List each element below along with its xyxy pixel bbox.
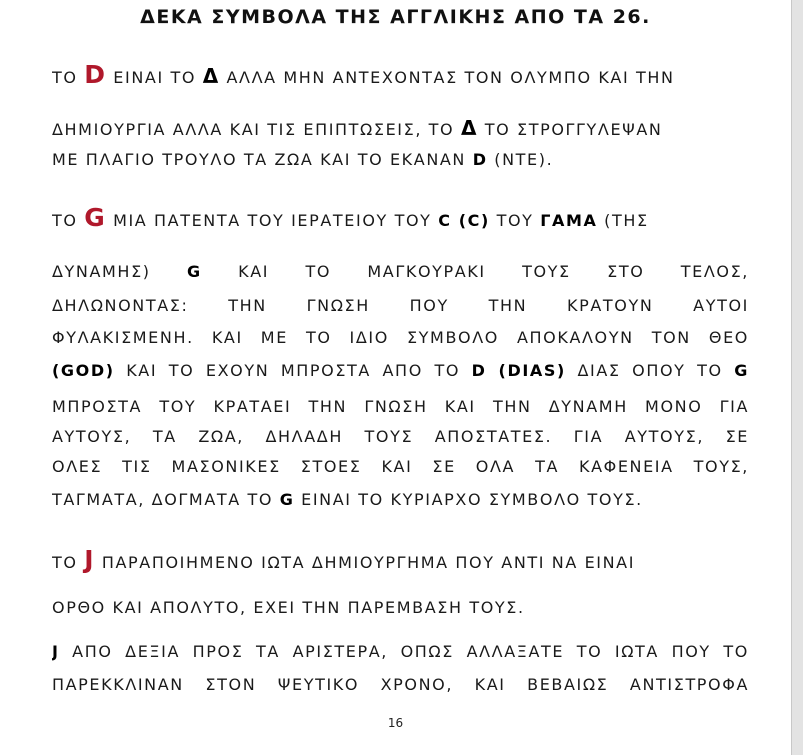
viewer-scroll-edge[interactable] [791, 0, 803, 755]
paragraph-2-line-2 [52, 262, 749, 281]
delta-symbol: Δ [202, 64, 220, 88]
paragraph-2-line-8: ΟΛΕΣ ΤΙΣ ΜΑΣΟΝΙΚΕΣ ΣΤΟΕΣ ΚΑΙ ΣΕ ΟΛΑ ΤΑ ΚΑΦΕΝΕΙΑ ΤΟΥΣ, [52, 457, 749, 476]
page-title: ΔΕΚΑ ΣΥΜΒΟΛΑ ΤΗΣ ΑΓΓΛΙΚΗΣ ΑΠΟ ΤΑ 26. [140, 6, 651, 28]
letter-d-bold: D [472, 150, 488, 169]
text-run: ΑΛΛΑ ΜΗΝ ΑΝΤΕΧΟΝΤΑΣ ΤΟΝ ΟΛΥΜΠΟ ΚΑΙ ΤΗΝ [219, 68, 675, 87]
text-run: ΤΟΥ [489, 211, 541, 230]
paragraph-2-line-6: ΜΠΡΟΣΤΑ ΤΟΥ ΚΡΑΤΑΕΙ ΤΗΝ ΓΝΩΣΗ ΚΑΙ ΤΗΝ ΔΥΝΑΜΗ ΜΟΝΟ ΓΙΑ [52, 397, 749, 416]
text-run: (ΤΗΣ [597, 211, 649, 230]
text-run: ΚΑΙ ΤΟ ΜΑΓΚΟΥΡΑΚΙ ΤΟΥΣ ΣΤΟ ΤΕΛΟΣ, [201, 262, 749, 281]
text-run: ΤΟ [52, 211, 85, 230]
letter-d-highlight: D [84, 60, 107, 89]
letter-c-bold: C (Ϲ) [438, 211, 490, 230]
paragraph-2-line-5 [52, 361, 749, 380]
god-bold: (GOD) [52, 361, 115, 380]
paragraph-3-line-1 [52, 545, 749, 574]
letter-g-bold: G [187, 262, 202, 281]
paragraph-1-line-1 [52, 60, 749, 89]
letter-j-bold: J [52, 642, 60, 661]
paragraph-1-line-3 [52, 150, 749, 169]
paragraph-2-line-7: ΑΥΤΟΥΣ, ΤΑ ΖΩΑ, ΔΗΛΑΔΗ ΤΟΥΣ ΑΠΟΣΤΑΤΕΣ. ΓΙΑ ΑΥΤΟΥΣ, ΣΕ [52, 427, 749, 446]
paragraph-3-line-2: ΟΡΘΟ ΚΑΙ ΑΠΟΛΥΤΟ, ΕΧΕΙ ΤΗΝ ΠΑΡΕΜΒΑΣΗ ΤΟΥΣ. [52, 598, 525, 617]
letter-g-bold: G [734, 361, 749, 380]
page-number: 16 [387, 716, 404, 730]
paragraph-2-line-3: ΔΗΛΩΝΟΝΤΑΣ: ΤΗΝ ΓΝΩΣΗ ΠΟΥ ΤΗΝ ΚΡΑΤΟΥΝ ΑΥΤΟΙ [52, 296, 749, 315]
text-run: ΜΙΑ ΠΑΤΕΝΤΑ ΤΟΥ ΙΕΡΑΤΕΙΟΥ ΤΟΥ [106, 211, 439, 230]
letter-g-bold: G [279, 490, 295, 509]
paragraph-3-line-4: ΠΑΡΕΚΚΛΙΝΑΝ ΣΤΟΝ ΨΕΥΤΙΚΟ ΧΡΟΝΟ, ΚΑΙ ΒΕΒΑΙΩΣ ΑΝΤΙΣΤΡΟΦΑ [52, 675, 749, 694]
text-run: ΕΙΝΑΙ ΤΟ [106, 68, 203, 87]
letter-j-highlight: J [84, 545, 96, 574]
text-run: ΑΠΟ ΔΕΞΙΑ ΠΡΟΣ ΤΑ ΑΡΙΣΤΕΡΑ, ΟΠΩΣ ΑΛΛΑΞΑΤΕ ΤΟ ΙΩΤΑ ΠΟΥ ΤΟ [59, 642, 749, 661]
gama-bold: ΓΑΜΑ [540, 211, 598, 230]
text-run: ΤΑΓΜΑΤΑ, ΔΟΓΜΑΤΑ ΤΟ [52, 490, 280, 509]
paragraph-2-line-4: ΦΥΛΑΚΙΣΜΕΝΗ. ΚΑΙ ΜΕ ΤΟ ΙΔΙΟ ΣΥΜΒΟΛΟ ΑΠΟΚΑΛΟΥΝ ΤΟΝ ΘΕΟ [52, 328, 749, 347]
text-run: ΔΗΜΙΟΥΡΓΙΑ ΑΛΛΑ ΚΑΙ ΤΙΣ ΕΠΙΠΤΩΣΕΙΣ, ΤΟ [52, 120, 461, 139]
text-run: ΚΑΙ ΤΟ ΕΧΟΥΝ ΜΠΡΟΣΤΑ ΑΠΟ ΤΟ [114, 361, 472, 380]
paragraph-1-line-2 [52, 116, 749, 140]
text-run: ΠΑΡΑΠΟΙΗΜΕΝΟ ΙΩΤΑ ΔΗΜΙΟΥΡΓΗΜΑ ΠΟΥ ΑΝΤΙ ΝΑ ΕΙΝΑΙ [95, 553, 636, 572]
text-run: (ΝΤΕ). [487, 150, 554, 169]
delta-symbol: Δ [460, 116, 479, 140]
dias-bold: (DIAS) [486, 361, 566, 380]
text-run: ΔΙΑΣ ΟΠΟΥ ΤΟ [565, 361, 735, 380]
letter-g-highlight: G [84, 203, 107, 232]
letter-d-bold: D [471, 361, 487, 380]
paragraph-2-line-1 [52, 203, 749, 232]
text-run: ΔΥΝΑΜΗΣ) [52, 262, 187, 281]
text-run: ΕΙΝΑΙ ΤΟ ΚΥΡΙΑΡΧΟ ΣΥΜΒΟΛΟ ΤΟΥΣ. [294, 490, 643, 509]
paragraph-2-line-9 [52, 490, 749, 509]
text-run: ΤΟ [52, 553, 85, 572]
text-run: ΤΟ ΣΤΡΟΓΓΥΛΕΨΑΝ [478, 120, 663, 139]
paragraph-3-line-3 [52, 642, 749, 661]
text-run: ΜΕ ΠΛΑΓΙΟ ΤΡΟΥΛΟ ΤΑ ΖΩΑ ΚΑΙ ΤΟ ΕΚΑΝΑΝ [52, 150, 473, 169]
text-run: ΤΟ [52, 68, 85, 87]
